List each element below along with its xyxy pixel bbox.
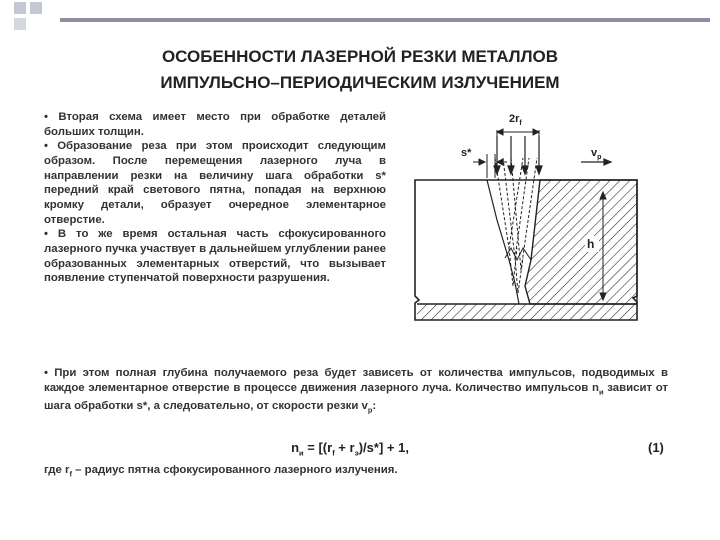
pulse-count-formula: $n_и = [(r_f + r_э)/s*] + 1$, (291, 440, 409, 458)
depth-paragraph: • При этом полная глубина получаемого реза будет зависеть от количества импульсов, подводимых в каждое элементарное отверстие в процессе движения лазерного луча. Количество импульсов $n_и$ зависит от шага обработки s*, а следовательно, от скорости резки $v_р$: (44, 367, 668, 415)
bullet-3: • В то же время остальная часть сфокусированного лазерного пучка участвует в дальнейшем углублении ранее образованных элементарных отверстий, что вызывает появление ступенчатой поверхности разрушения. (44, 228, 386, 285)
corner-decoration (0, 0, 60, 40)
label-h: h (587, 237, 595, 251)
slide-title-line-1: ОСОБЕННОСТИ ЛАЗЕРНОЙ РЕЗКИ МЕТАЛЛОВ (161, 47, 559, 66)
header-accent-bar (60, 18, 710, 22)
hatched-region (417, 304, 637, 320)
laser-cut-diagram (405, 108, 675, 333)
bullet-2: • Образование реза при этом происходит следующим образом. После перемещения лазерного луча в направлении резки на величину шага обработки s* передний край светового пятна, попадая на верхнюю кромку детали, образует очередное элементарное отверстие. (44, 140, 386, 226)
formula-number: (1) (648, 440, 664, 455)
label-2rf: $2r_f$ (509, 113, 522, 127)
slide-title-line-2: ИМПУЛЬСНО–ПЕРИОДИЧЕСКИМ ИЗЛУЧЕНИЕМ (160, 73, 560, 92)
bullet-list (44, 110, 386, 286)
label-velocity: $v_р$ (591, 147, 602, 161)
cut-front (525, 180, 637, 304)
bullet-1: • Вторая схема имеет место при обработке деталей больших толщин. (44, 111, 386, 138)
formula-note: где $r_f$ – радиус пятна сфокусированного лазерного излучения. (44, 464, 398, 479)
label-s-star: s* (461, 147, 472, 159)
